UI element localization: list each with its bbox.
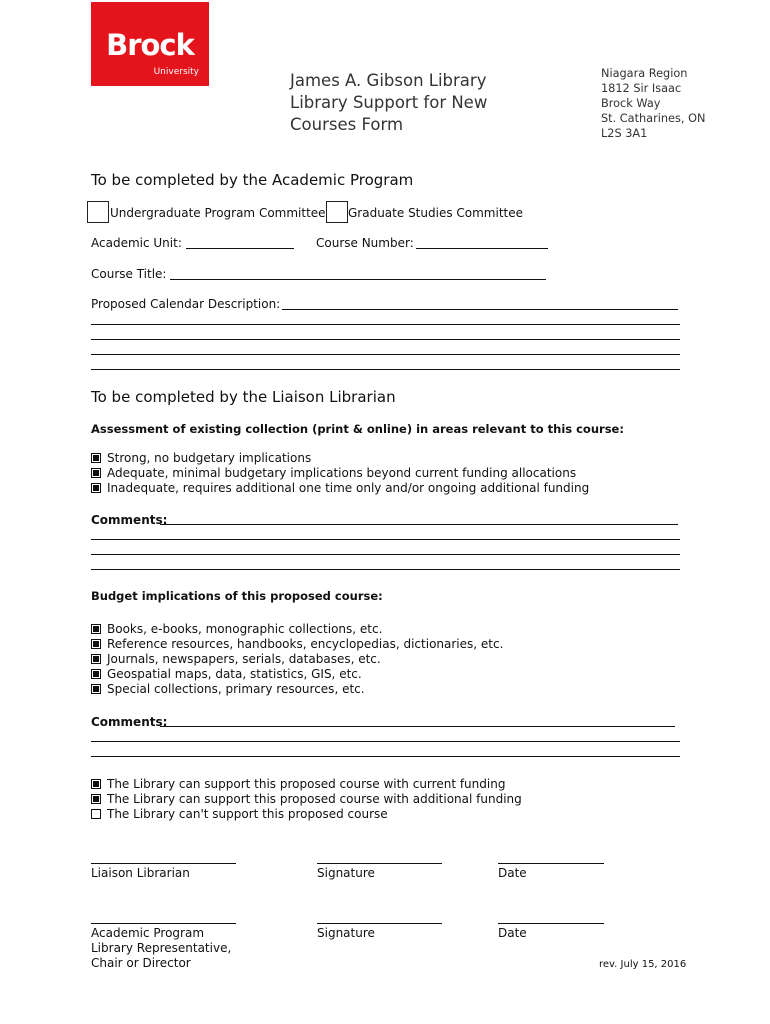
signature-2-label: Signature — [317, 926, 375, 940]
academic-rep-line[interactable] — [91, 923, 236, 924]
comments-line[interactable] — [91, 569, 680, 570]
address-line: Brock Way — [601, 97, 661, 110]
academic-rep-label: Academic Program Library Representative, Chair or Director — [91, 926, 232, 970]
budget-option[interactable]: Books, e-books, monographic collections, etc. — [91, 622, 503, 637]
assessment-option[interactable]: Adequate, minimal budgetary implications beyond current funding allocations — [91, 466, 589, 481]
undergraduate-committee-checkbox[interactable] — [87, 201, 109, 223]
budget-option[interactable]: Journals, newspapers, serials, databases, etc. — [91, 652, 503, 667]
calendar-description-line[interactable] — [91, 354, 680, 355]
budget-option[interactable]: Geospatial maps, data, statistics, GIS, etc. — [91, 667, 503, 682]
academic-unit-field[interactable] — [186, 248, 294, 249]
course-number-field[interactable] — [416, 248, 548, 249]
library-address — [601, 66, 721, 141]
checkbox-checked-icon[interactable] — [91, 639, 101, 649]
comments-2-label: Comments: — [91, 715, 168, 729]
date-2-line[interactable] — [498, 923, 604, 924]
liaison-librarian-label: Liaison Librarian — [91, 866, 190, 880]
course-number-label: Course Number: — [316, 236, 414, 250]
checkbox-checked-icon[interactable] — [91, 669, 101, 679]
graduate-committee-checkbox[interactable] — [326, 201, 348, 223]
signature-1-label: Signature — [317, 866, 375, 880]
comments-line[interactable] — [91, 554, 680, 555]
comments-label: Comments: — [91, 513, 168, 527]
course-title-label: Course Title: — [91, 267, 167, 281]
address-line: 1812 Sir Isaac — [601, 82, 682, 95]
calendar-description-line[interactable] — [91, 369, 680, 370]
form-title — [290, 70, 550, 136]
comments-line[interactable] — [91, 539, 680, 540]
checkbox-checked-icon[interactable] — [91, 684, 101, 694]
address-line: St. Catharines, ON — [601, 112, 706, 125]
calendar-description-line[interactable] — [91, 324, 680, 325]
academic-section-heading: To be completed by the Academic Program — [91, 171, 414, 189]
calendar-description-label: Proposed Calendar Description: — [91, 297, 281, 311]
academic-unit-label: Academic Unit: — [91, 236, 182, 250]
title-line: Courses Form — [290, 115, 404, 134]
comments-field[interactable] — [160, 524, 678, 525]
signature-1-line[interactable] — [317, 863, 442, 864]
revision-date: rev. July 15, 2016 — [599, 959, 687, 970]
librarian-section-heading: To be completed by the Liaison Librarian — [91, 388, 396, 406]
undergraduate-committee-label: Undergraduate Program Committee — [110, 206, 326, 220]
comments-2-field[interactable] — [160, 726, 675, 727]
title-line: Library Support for New — [290, 93, 488, 112]
logo-wordmark: Brock — [106, 28, 194, 62]
comments-2-line[interactable] — [91, 741, 680, 742]
checkbox-checked-icon[interactable] — [91, 468, 101, 478]
graduate-committee-label: Graduate Studies Committee — [348, 206, 524, 220]
budget-option[interactable]: Special collections, primary resources, etc. — [91, 682, 503, 697]
checkbox-checked-icon[interactable] — [91, 624, 101, 634]
assessment-label: Assessment of existing collection (print & online) in areas relevant to this course: — [91, 422, 624, 436]
assessment-options — [91, 451, 589, 496]
date-1-label: Date — [498, 866, 527, 880]
assessment-option[interactable]: Strong, no budgetary implications — [91, 451, 589, 466]
liaison-librarian-line[interactable] — [91, 863, 236, 864]
calendar-description-field[interactable] — [282, 309, 678, 310]
support-option[interactable]: The Library can support this proposed course with additional funding — [91, 792, 522, 807]
budget-option[interactable]: Reference resources, handbooks, encyclopedias, dictionaries, etc. — [91, 637, 503, 652]
title-line: James A. Gibson Library — [290, 71, 487, 90]
course-title-field[interactable] — [170, 279, 546, 280]
calendar-description-line[interactable] — [91, 339, 680, 340]
date-1-line[interactable] — [498, 863, 604, 864]
logo-subtext: University — [153, 67, 199, 77]
address-line: L2S 3A1 — [601, 127, 648, 140]
checkbox-empty-icon[interactable] — [91, 809, 101, 819]
support-option[interactable]: The Library can't support this proposed course — [91, 807, 522, 822]
address-line: Niagara Region — [601, 67, 688, 80]
checkbox-checked-icon[interactable] — [91, 483, 101, 493]
support-options — [91, 777, 522, 822]
checkbox-checked-icon[interactable] — [91, 654, 101, 664]
signature-2-line[interactable] — [317, 923, 442, 924]
date-2-label: Date — [498, 926, 527, 940]
checkbox-checked-icon[interactable] — [91, 794, 101, 804]
budget-options — [91, 622, 503, 697]
assessment-option[interactable]: Inadequate, requires additional one time only and/or ongoing additional funding — [91, 481, 589, 496]
checkbox-checked-icon[interactable] — [91, 453, 101, 463]
comments-2-line[interactable] — [91, 756, 680, 757]
budget-label: Budget implications of this proposed course: — [91, 589, 383, 603]
support-option[interactable]: The Library can support this proposed course with current funding — [91, 777, 522, 792]
checkbox-checked-icon[interactable] — [91, 779, 101, 789]
brock-university-logo — [91, 2, 209, 86]
